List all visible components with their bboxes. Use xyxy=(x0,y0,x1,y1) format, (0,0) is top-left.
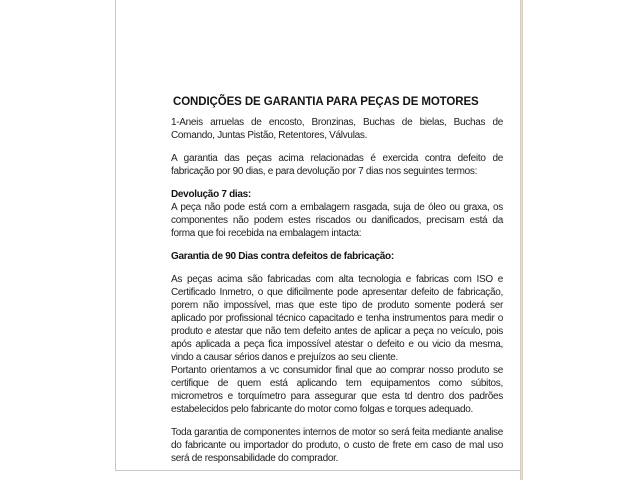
document-page xyxy=(115,0,520,471)
document-content xyxy=(171,0,503,465)
page-right-edge xyxy=(520,0,523,480)
paragraph-garantia-90-dias-1: As peças acima são fabricadas com alta tecnologia e fabricas com ISO e Certificado Inmetro, o que dificilmente pode apresentar defeito de fabricação, porem não impossível, mas que este tipo de produto somente poderá ser aplicado por profissional técnico capacitado e tenha instrumentos para medir o produto e atestar que não tem defeito antes de aplicar a peça no veículo, pois após aplicada a peça fica impossível atestar o defeito e ou vicio da mesma, vindo a causar sérios danos e prejuízos ao seu cliente. xyxy=(171,274,503,363)
heading-devolucao-7-dias: Devolução 7 dias: xyxy=(171,189,251,200)
paragraph-devolucao-conditions: A peça não pode está com a embalagem rasgada, suja de óleo ou graxa, os componentes não podem estes riscados ou danificados, precisam está da forma que foi recebida na embalagem intacta: xyxy=(171,202,503,239)
paragraph-garantia-90-dias-2: Portanto orientamos a vc consumidor final que ao comprar nosso produto se certifique de quem está aplicando tem equipamentos como súbitos, micrometros e torquímetro para assegurar que esta td dentro dos padrões estabelecidos pelo fabricante do motor como folgas e torques adequado. xyxy=(171,365,503,415)
paragraph-parts-list: 1-Aneis arruelas de encosto, Bronzinas, Buchas de bielas, Buchas de Comando, Juntas Pistão, Retentores, Válvulas. xyxy=(171,117,503,141)
heading-garantia-90-dias: Garantia de 90 Dias contra defeitos de fabricação: xyxy=(171,251,394,262)
document-title: CONDIÇÕES DE GARANTIA PARA PEÇAS DE MOTORES xyxy=(173,96,479,108)
paragraph-warranty-summary: A garantia das peças acima relacionadas é exercida contra defeito de fabricação por 90 dias, e para devolução por 7 dias nos seguintes termos: xyxy=(171,153,503,177)
paragraph-final-note: Toda garantia de componentes internos de motor so será feita mediante analise do fabricante ou importador do produto, o custo de frete em caso de mal uso será de responsabilidade do comprador. xyxy=(171,427,503,464)
